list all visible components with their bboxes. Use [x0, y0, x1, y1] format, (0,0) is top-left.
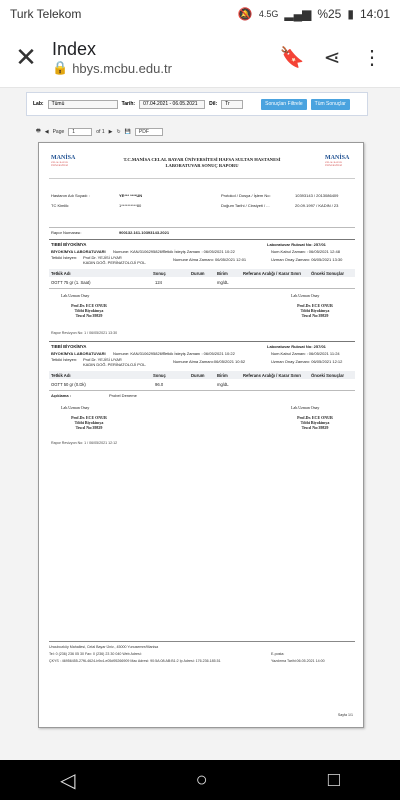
- col-test-name: Tetkik Adı: [51, 271, 71, 276]
- col-unit: Birim: [217, 271, 228, 276]
- block-2-sig-right-title: Lab.Uzman Onay: [291, 405, 320, 410]
- footer-divider: [49, 641, 355, 642]
- clock: 14:01: [359, 7, 390, 21]
- divider: [49, 390, 355, 391]
- prev-page-icon[interactable]: ◀: [44, 129, 49, 135]
- footer-contact-row: [49, 652, 355, 656]
- footer-phone: Tel: 0 (236) 236 05 30 Fax: 0 (236) 23 30 040 Web Adresi:: [49, 652, 142, 656]
- col-reference: Referans Aralığı / Karar Sınırı: [243, 271, 302, 276]
- page-number: Sayfa 1/1: [337, 713, 353, 717]
- report-page: [38, 142, 364, 728]
- android-nav-bar: [0, 760, 400, 800]
- browser-toolbar: [0, 28, 400, 88]
- col-result: Sonuç: [153, 373, 166, 378]
- table-row: [49, 278, 355, 286]
- block-1-signature-left: [59, 303, 119, 318]
- block-1-lab-protocol: Laboratuvar Rubsat No: 257/01: [267, 242, 326, 247]
- page-label: Page: [52, 129, 65, 135]
- footer-email: E-posta:: [271, 652, 285, 656]
- col-reference: Referans Aralığı / Karar Sınırı: [243, 373, 302, 378]
- patient-name: YE*** ****UN: [119, 193, 143, 198]
- hospital-name: T.C.MANİSA CELAL BAYAR ÜNİVERSİTESİ HAFSA SULTAN HASTANESİ: [123, 157, 281, 162]
- all-results-button[interactable]: [311, 99, 350, 110]
- block-2-sig-left-title: Lab.Uzman Onay: [61, 405, 90, 410]
- block-2-signature-left: [59, 415, 119, 430]
- signer-role: Tıbbi Biyokimya: [300, 308, 330, 313]
- block-1-table-header: [49, 269, 355, 277]
- block-1-requester: Prof.Dr. YEJİSİ UYAR: [83, 255, 122, 260]
- back-icon[interactable]: ◁: [60, 769, 76, 792]
- report-number-label: Rapor Numarası:: [51, 230, 82, 235]
- table-row: [49, 380, 355, 388]
- block-1-signature-right: [285, 303, 345, 318]
- logo-sub-left: CELAL BAYAR ÜNİVERSİTESİ: [51, 161, 68, 167]
- block-2-requester-label: Tetkiki İsteyen:: [51, 357, 78, 362]
- footer-codes-row: [49, 659, 355, 663]
- share-icon[interactable]: ⋖: [323, 47, 341, 69]
- birth-value: 20.09.1997 / KADIN / 23: [295, 203, 339, 208]
- pdf-toolbar: [36, 126, 356, 138]
- filter-results-button[interactable]: [261, 99, 307, 110]
- signer-name: Prof.Dr. ECE ONUR: [297, 303, 333, 308]
- lock-icon: 🔒: [52, 60, 69, 75]
- block-2-approve-time: Uzman Onay Zamanı: 06/05/2021 12:12: [271, 359, 343, 364]
- block-2-sample: Numune: KAN/31062958269: [113, 351, 165, 356]
- divider: [49, 288, 355, 289]
- block-2-table-header: [49, 371, 355, 379]
- save-icon[interactable]: 💾: [124, 129, 131, 135]
- lab-select-value: Tümü: [51, 101, 65, 107]
- col-status: Durum: [191, 373, 205, 378]
- page-content: [0, 88, 400, 760]
- url-text: hbys.mcbu.edu.tr: [72, 60, 172, 76]
- more-menu-icon[interactable]: ⋮: [362, 47, 382, 69]
- signer-role: Tıbbi Biyokimya: [74, 420, 104, 425]
- col-status: Durum: [191, 271, 205, 276]
- report-header: [49, 151, 355, 179]
- block-1-sample-time: Numune Alma Zamanı: 06/05/2021 12:01: [173, 257, 247, 262]
- close-icon[interactable]: ✕: [15, 42, 37, 72]
- report-number-row: [49, 229, 355, 237]
- block-1-requester-dept: KADIN DOĞ. PERİNATOLOJİ POL.: [83, 260, 147, 265]
- page-number-value: 1: [72, 129, 76, 135]
- test-result: 96.0: [155, 382, 164, 387]
- all-results-label: Tüm Sonuçlar: [314, 101, 346, 107]
- note-label: Açıklama :: [51, 393, 72, 398]
- date-label: Tarih:: [121, 101, 136, 107]
- footer-address: Uncubozköy Mahallesi, Celal Bayar Üniv., 45000 Yunusemre/Manisa: [49, 645, 159, 649]
- filter-results-label: Sonuçları Filtrele: [265, 101, 303, 107]
- block-1-approve-time: Uzman Onay Zamanı: 06/05/2021 13:30: [271, 257, 343, 262]
- col-test-name: Tetkik Adı: [51, 373, 71, 378]
- block-1-lab-name: BİYOKİMYA LABORATUVARI: [51, 249, 106, 254]
- refresh-icon[interactable]: ↻: [116, 129, 121, 135]
- block-2-lab-name: BİYOKİMYA LABORATUVARI: [51, 351, 106, 356]
- test-name: OGTT 50 gr (0.Dk): [51, 382, 86, 387]
- page-number-input[interactable]: [68, 128, 92, 136]
- patient-name-label: Hastanın Adı Soyadı :: [51, 193, 90, 198]
- birth-label: Doğum Tarihi / Cinsiyeti / ...: [221, 203, 270, 208]
- lang-select[interactable]: [221, 100, 243, 109]
- hospital-logo-left: [51, 155, 79, 173]
- tc-value: 1**********80: [119, 203, 142, 208]
- carrier-name: Turk Telekom: [10, 7, 82, 21]
- footer-print-date: Yazdırma Tarihi:06.05.2021 14:00: [271, 659, 325, 663]
- signal-icon: ▂▄▆: [284, 7, 312, 21]
- patient-info: [49, 191, 355, 221]
- signer-name: Prof.Dr. ECE ONUR: [297, 415, 333, 420]
- lab-select[interactable]: [48, 100, 118, 109]
- home-icon[interactable]: ○: [195, 768, 208, 791]
- report-title: LABORATUVAR SONUÇ RAPORU: [165, 163, 239, 168]
- block-1-sample: Numune: KAN/31062958269: [113, 249, 165, 254]
- block-2-requester: Prof.Dr. YEJİSİ UYAR: [83, 357, 122, 362]
- protocol-label: Protokol / Dosya / İşlem No:: [221, 193, 271, 198]
- block-2-department: TIBBİ BİYOKİMYA: [51, 344, 87, 349]
- print-icon[interactable]: 🖶: [36, 128, 41, 134]
- signer-registry: Tescıl No:39829: [301, 425, 329, 430]
- signer-role: Tıbbi Biyokimya: [300, 420, 330, 425]
- block-2-revision: Rapor Revizyon No: 1 / 06/05/2021 12:12: [51, 441, 118, 445]
- signer-registry: Tescıl No:39829: [75, 313, 103, 318]
- filter-bar: [26, 92, 368, 116]
- signer-registry: Tescıl No:39829: [75, 425, 103, 430]
- block-1-request-time: Tetkik İsteyiş Zamanı : 06/05/2021 10:22: [163, 249, 235, 254]
- page-title: Index: [52, 39, 97, 59]
- col-unit: Birim: [217, 373, 228, 378]
- logo-sub-right: CELAL BAYAR ÜNİVERSİTESİ: [325, 161, 342, 167]
- signer-registry: Tescıl No:39829: [301, 313, 329, 318]
- next-page-icon[interactable]: ▶: [108, 129, 113, 135]
- page-count: of 1: [96, 129, 105, 135]
- battery-icon: ▮: [347, 7, 354, 21]
- col-result: Sonuç: [153, 271, 166, 276]
- test-result: 124: [155, 280, 162, 285]
- test-unit: mg/dL: [217, 280, 229, 285]
- status-bar: [0, 0, 400, 28]
- lang-select-value: Tr: [225, 101, 230, 107]
- block-2-request-time: Tetkik İsteyiş Zamanı : 06/05/2021 10:22: [163, 351, 235, 356]
- recents-icon[interactable]: □: [327, 768, 340, 791]
- footer: [49, 645, 355, 663]
- battery-level: %25: [317, 7, 342, 21]
- block-1-sig-right-title: Lab.Uzman Onay: [291, 293, 320, 298]
- signer-name: Prof.Dr. ECE ONUR: [71, 415, 107, 420]
- signer-name: Prof.Dr. ECE ONUR: [71, 303, 107, 308]
- test-name: OGTT 75 gr (1. Saat): [51, 280, 91, 285]
- block-2-lab-protocol: Laboratuvar Rubsat No: 257/01: [267, 344, 326, 349]
- lang-label: Dil:: [209, 101, 218, 107]
- block-1-requester-label: Tetkiki İsteyen:: [51, 255, 78, 260]
- block-2-sample-time: Numune Alma Zamanı:06/05/2021 10:52: [173, 359, 246, 364]
- signer-role: Tıbbi Biyokimya: [74, 308, 104, 313]
- block-1-revision: Rapor Revizyon No: 1 / 06/05/2021 13:30: [51, 331, 118, 335]
- report-number: 900132.161.10393143.2021: [119, 230, 170, 235]
- signal-type: 4.5G: [258, 9, 279, 19]
- test-unit: mg/dL: [217, 382, 229, 387]
- logo-text-left: MANİSA: [51, 155, 76, 161]
- export-format-value: PDF: [138, 129, 149, 135]
- bookmark-icon[interactable]: 🔖: [279, 47, 305, 69]
- block-2-accept-time: Num.Kabul Zamanı : 06/05/2021 11:24: [271, 351, 340, 356]
- block-2-signature-right: [285, 415, 345, 430]
- block-1-department: TIBBİ BİYOKİMYA: [51, 242, 87, 247]
- lab-label: Lab:: [33, 101, 44, 107]
- block-2-requester-dept: KADIN DOĞ. PERİNATOLOJİ POL.: [83, 362, 147, 367]
- tc-label: TC Kimlik:: [51, 203, 70, 208]
- logo-text-right: MANİSA: [325, 155, 350, 161]
- block-1-sig-left-title: Lab.Uzman Onay: [61, 293, 90, 298]
- export-format-select[interactable]: [135, 128, 163, 136]
- col-previous: Önceki Sonuçlar: [311, 271, 345, 276]
- title-block: [44, 39, 272, 76]
- protocol-value: 10393143 / 2013086409: [295, 193, 339, 198]
- url-bar[interactable]: [52, 60, 272, 76]
- hospital-logo-right: [325, 155, 353, 173]
- block-1-accept-time: Num.Kabul Zamanı : 06/05/2021 12:48: [271, 249, 340, 254]
- divider: [49, 227, 355, 228]
- footer-codes: ÇKYS : 46956455-27f6-4624-b9c4-e05d95266909 Mac Adresi: 90:5A:08:AB:B1:2 Ip Adresi: 176.236.185.51: [49, 659, 221, 663]
- date-range-value: 07.04.2021 - 06.05.2021: [143, 101, 198, 107]
- mute-icon: 🔕: [237, 7, 253, 21]
- date-range-input[interactable]: [139, 100, 205, 109]
- col-previous: Önceki Sonuçlar: [311, 373, 345, 378]
- report-header-title: [109, 157, 295, 169]
- note-text: Probel Deneme: [109, 393, 137, 398]
